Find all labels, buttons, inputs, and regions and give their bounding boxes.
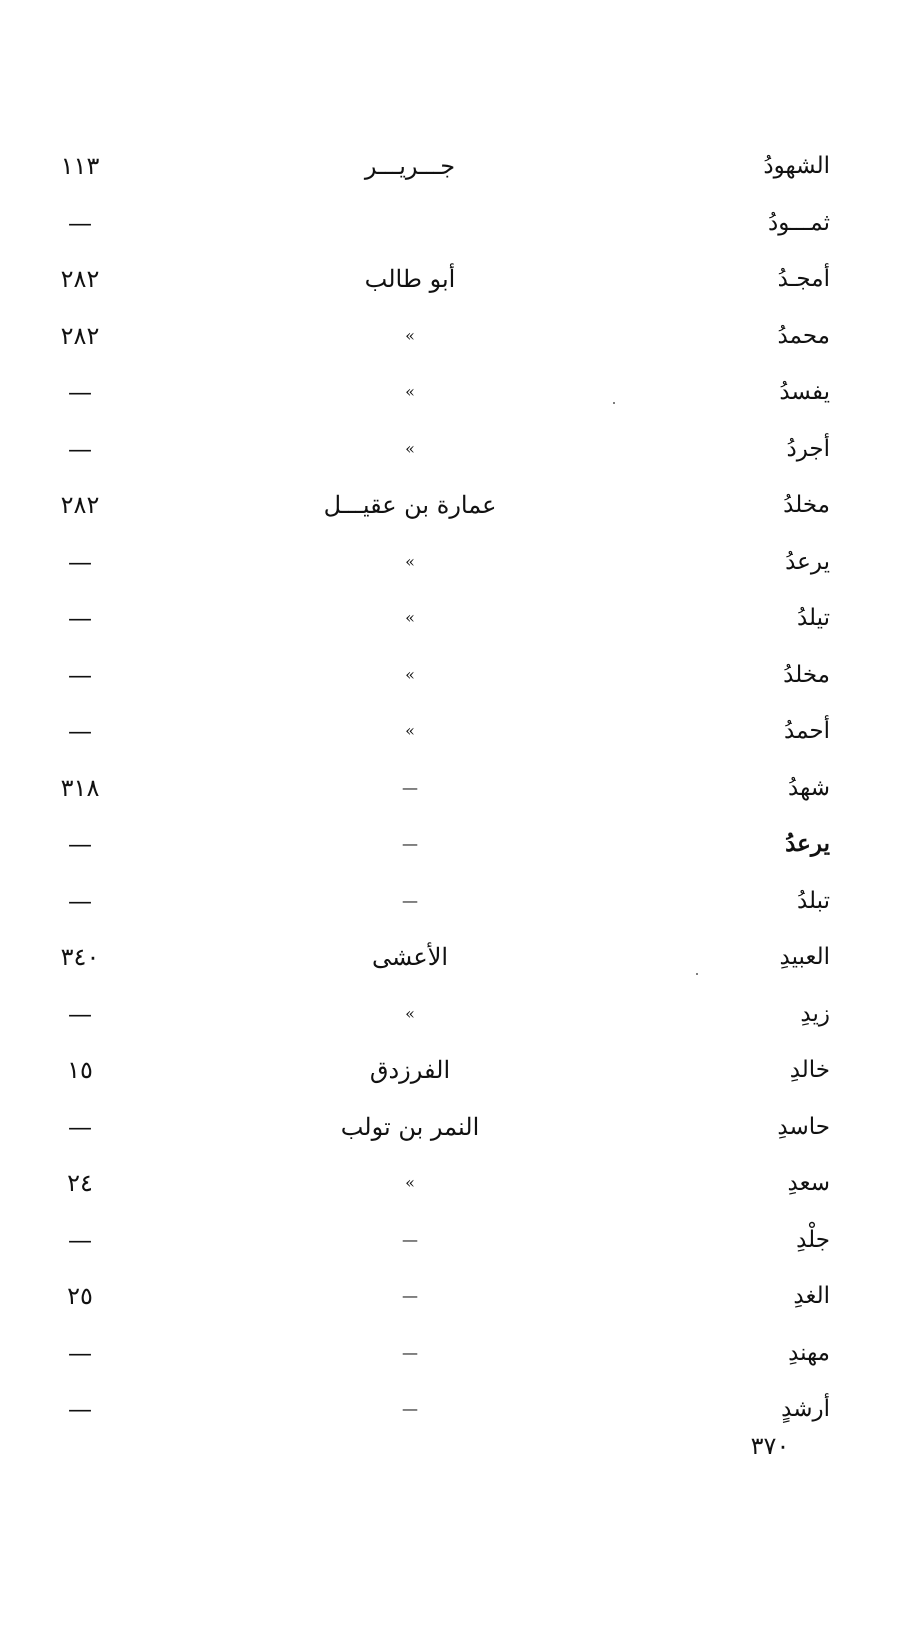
poet-name: — <box>402 1399 418 1418</box>
poet-name: » <box>405 551 415 571</box>
poet-name: — <box>402 777 418 797</box>
page-reference: ٢٨٢ <box>60 321 100 350</box>
index-row <box>40 1212 830 1269</box>
index-row <box>40 1155 830 1212</box>
page-reference: — <box>68 434 92 463</box>
rhyme-index-table <box>40 138 830 1438</box>
rhyme-word: مهندِ <box>788 1339 830 1366</box>
index-row <box>40 1325 830 1382</box>
index-row <box>40 986 830 1043</box>
rhyme-word: تبلدُ <box>796 887 830 914</box>
rhyme-word: يفسدُ <box>779 379 830 405</box>
scan-speck <box>696 973 698 975</box>
page-reference: — <box>68 1112 92 1141</box>
index-row <box>40 1268 830 1325</box>
index-row <box>40 308 830 365</box>
page-reference: ١١٣ <box>60 152 100 180</box>
rhyme-word: محمدُ <box>777 322 830 349</box>
page-reference: — <box>68 1338 92 1367</box>
index-row <box>40 251 830 308</box>
poet-name: جـــريـــر <box>364 152 456 180</box>
scan-speck <box>613 402 615 404</box>
rhyme-word: شهدُ <box>788 774 830 801</box>
page-reference: — <box>68 999 92 1028</box>
page-reference: ٣٤٠ <box>60 943 100 971</box>
page-reference: ١٥ <box>67 1056 93 1084</box>
page-reference: — <box>68 604 92 632</box>
index-row <box>40 1042 830 1099</box>
rhyme-word: خالدِ <box>789 1057 830 1083</box>
index-row <box>40 873 830 930</box>
rhyme-word: يرعدُ <box>785 830 830 857</box>
index-row <box>40 760 830 817</box>
page-reference: — <box>68 830 92 858</box>
poet-name: الأعشى <box>371 943 449 971</box>
index-row <box>40 534 830 591</box>
poet-name: — <box>402 890 418 910</box>
rhyme-word: سعدِ <box>787 1170 830 1196</box>
poet-name: » <box>405 664 415 684</box>
page-reference: ٢٥ <box>67 1282 93 1310</box>
poet-name: » <box>405 382 415 401</box>
rhyme-word: أرشدٍ <box>781 1396 830 1422</box>
page-reference: — <box>68 208 92 237</box>
rhyme-word: يرعدُ <box>785 548 830 575</box>
page-reference: ٢٨٢ <box>60 491 100 519</box>
index-row <box>40 590 830 647</box>
page-reference: — <box>68 886 92 915</box>
poet-name: » <box>405 325 415 345</box>
page-reference: — <box>68 547 92 576</box>
index-row <box>40 816 830 873</box>
poet-name: » <box>405 1173 415 1192</box>
rhyme-word: العبيدِ <box>779 944 830 970</box>
poet-name: أبو طالب <box>364 265 456 293</box>
poet-name: » <box>405 1003 415 1023</box>
index-row <box>40 138 830 195</box>
rhyme-word: ثمـــودُ <box>767 209 830 236</box>
index-row <box>40 421 830 478</box>
poet-name: الفرزدق <box>369 1056 451 1084</box>
index-row <box>40 647 830 704</box>
poet-name: — <box>402 1342 418 1362</box>
page-reference: — <box>68 1225 92 1254</box>
poet-name: — <box>402 1286 418 1305</box>
index-row <box>40 195 830 252</box>
page-reference: — <box>68 717 92 745</box>
rhyme-word: زيدِ <box>800 1000 830 1027</box>
index-row <box>40 703 830 760</box>
rhyme-word: حاسدِ <box>777 1113 830 1140</box>
index-row <box>40 477 830 534</box>
rhyme-word: تيلدُ <box>796 605 830 631</box>
poet-name: عمارة بن عقيـــل <box>323 491 497 519</box>
poet-name: » <box>405 608 415 627</box>
poet-name: النمر بن تولب <box>340 1112 480 1141</box>
page-reference: ٣١٨ <box>60 773 100 802</box>
rhyme-word: الغدِ <box>793 1283 830 1309</box>
poet-name: — <box>402 1229 418 1249</box>
rhyme-word: أمجـدُ <box>777 266 830 292</box>
index-row <box>40 929 830 986</box>
rhyme-word: جلْدِ <box>796 1226 830 1253</box>
page-reference: ٢٤ <box>67 1169 93 1197</box>
page-reference: — <box>68 1395 92 1423</box>
poet-name: — <box>402 834 418 853</box>
page-reference: ٢٨٢ <box>60 265 100 293</box>
rhyme-word: أحمدُ <box>784 718 830 744</box>
rhyme-word: مخلدُ <box>783 492 830 518</box>
rhyme-word: مخلدُ <box>783 661 830 688</box>
rhyme-word: الشهودُ <box>763 153 830 179</box>
poet-name: » <box>405 438 415 458</box>
index-row <box>40 364 830 421</box>
page-reference: — <box>68 660 92 689</box>
poet-name: » <box>405 721 415 740</box>
page-reference: — <box>68 378 92 406</box>
page-number: ٣٧٠ <box>750 1432 790 1460</box>
index-row <box>40 1381 830 1438</box>
rhyme-word: أجردُ <box>786 435 830 462</box>
index-row <box>40 1099 830 1156</box>
